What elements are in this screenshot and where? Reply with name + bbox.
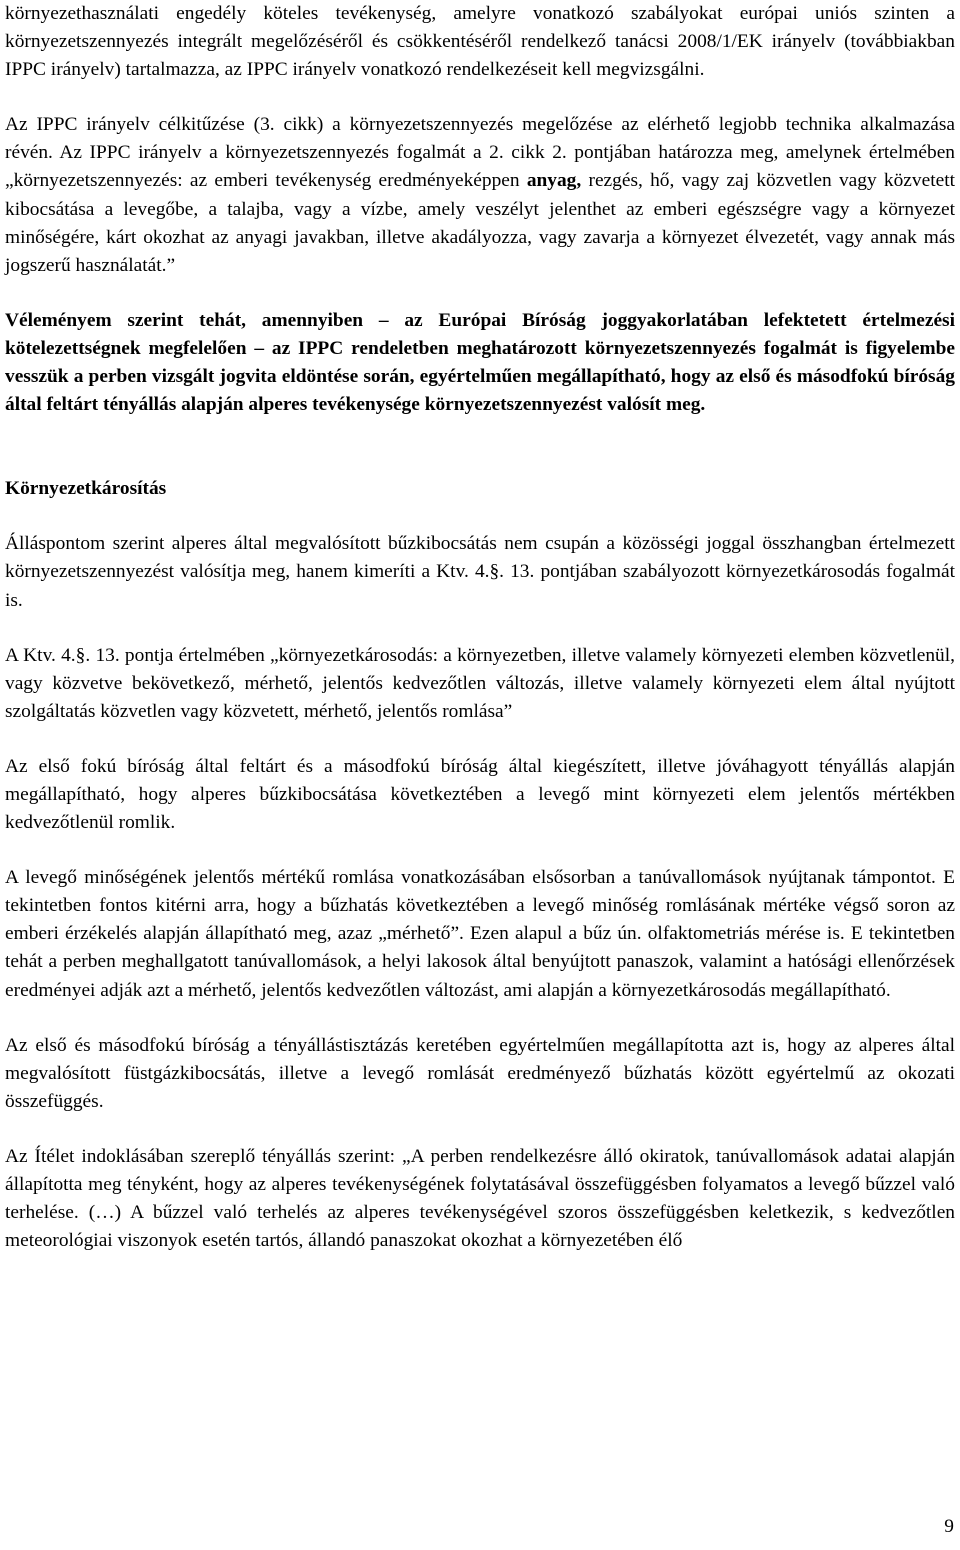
paragraph-ippc-definition-part-b: rezgés, hő, vagy zaj közvetlen vagy közvetett kibocsátása a levegőbe, a talajba, vagy a vízbe, amely veszélyt jelenthet az emberi egészségre vagy a környezet minőségére, kárt okozhat az anyagi javakban, illetve akadályozza, vagy zavarja a környezet élvezetét, vagy annak más jogszerű használatát.” (5, 170, 955, 276)
paragraph-air-quality: A levegő minőségének jelentős mértékű romlása vonatkozásában elsősorban a tanúvallomások nyújtanak támpontot. E tekintetben fontos kitérni arra, hogy a bűzhatás következtében a levegő minőség romlásának mértéke végső soron az emberi érzékelés alapján állapítható meg, azaz „mérhető”. Ezen alapul a bűz ún. olfaktometriás mérése is. E tekintetben tehát a perben meghallgatott tanúvallomások, a helyi lakosok által benyújtott panaszok, valamint a hatósági ellenőrzések eredményei adják azt a mérhető, jelentős kedvezőtlen változást, ami alapján a környezetkárosodás megállapítható. (5, 867, 955, 1001)
paragraph-ippc-definition (5, 111, 955, 280)
paragraph-ippc-definition-bold: anyag, (526, 170, 582, 192)
section-heading-kornyezetkarositas: Környezetkárosítás (5, 478, 167, 500)
paragraph-opinion: Véleményem szerint tehát, amennyiben – az Európai Bíróság joggyakorlatában lefektetett értelmezési kötelezettségnek megfelelően – az IPPC rendeletben meghatározott környezetszennyezés fogalmát is figyelembe vesszük a perben vizsgált jogvita eldöntése során, egyértelműen megállapítható, hogy az első és másodfokú bíróság által feltárt tényállás alapján alperes tevékenysége környezetszennyezést valósít meg. (5, 309, 955, 416)
paragraph-position: Álláspontom szerint alperes által megvalósított bűzkibocsátás nem csupán a közösségi joggal összhangban értelmezett környezetszennyezést valósítja meg, hanem kimeríti a Ktv. 4.§. 13. pontjában szabályozott környezetkárosodás fogalmát is. (5, 533, 955, 611)
paragraph-ktv-definition: A Ktv. 4.§. 13. pontja értelmében „környezetkárosodás: a környezetben, illetve valamely környezeti elemben közvetlenül, vagy közvetve bekövetkező, mérhető, jelentős kedvezőtlen változás, illetve valamely környezeti elem által nyújtott szolgáltatás közvetlen vagy közvetett, mérhető, jelentős romlása” (5, 644, 955, 722)
paragraph-first-instance: Az első fokú bíróság által feltárt és a másodfokú bíróság által kiegészített, illetve jóváhagyott tényállás alapján megállapítható, hogy alperes bűzkibocsátása következtében a levegő mint környezeti elem jelentős mértékben kedvezőtlenül romlik. (5, 755, 955, 834)
page-number: 9 (944, 1516, 954, 1537)
paragraph-causation: Az első és másodfokú bíróság a tényállástisztázás keretében egyértelműen megállapította azt is, hogy az alperes által megvalósított füstgázkibocsátás, illetve a levegő romlását eredményező bűzhatás között egyértelmű az okozati összefüggés. (5, 1034, 955, 1112)
paragraph-ippc-definition-part-a: Az IPPC irányelv célkitűzése (3. cikk) a környezetszennyezés megelőzése az elérhető legjobb technika alkalmazása révén. Az IPPC irányelv a környezetszennyezés fogalmát a 2. cikk 2. pontjában határozza meg, amelynek értelmében „környezetszennyezés: az emberi tevékenység eredményeképpen (5, 114, 955, 192)
document-page (5, 0, 955, 1255)
paragraph-judgment-reasoning: Az Ítélet indoklásában szereplő tényállás szerint: „A perben rendelkezésre álló okiratok, tanúvallomások adatai alapján állapította meg tényként, hogy az alperes tevékenységének folytatásával összefüggésben folyamatos a levegő bűzzel való terhelése. (…) A bűzzel való terhelés az alperes tevékenységével szoros összefüggésben keletkezik, s kedvezőtlen meteorológiai viszonyok esetén tartós, állandó panaszokat okozhat a környezetében élő (5, 1145, 955, 1252)
paragraph-ippc-intro: környezethasználati engedély köteles tevékenység, amelyre vonatkozó szabályokat európai uniós szinten a környezetszennyezés integrált megelőzéséről és csökkentéséről rendelkező tanácsi 2008/1/EK irányelv (továbbiakban IPPC irányelv) tartalmazza, az IPPC irányelv vonatkozó rendelkezéseit kell megvizsgálni. (5, 3, 955, 81)
